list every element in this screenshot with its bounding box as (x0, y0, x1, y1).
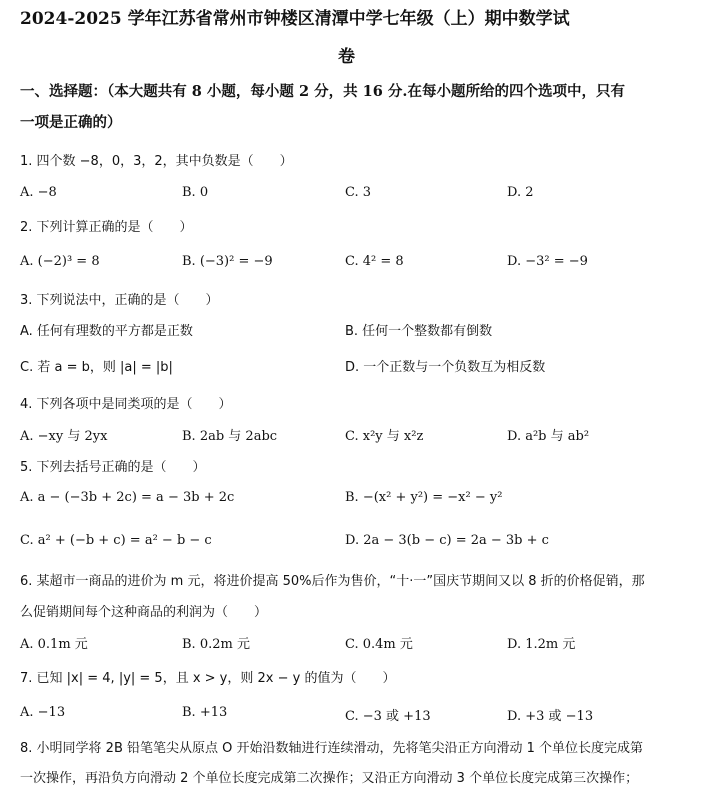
question-6-option-d: D. 1.2m 元 (507, 637, 576, 652)
question-6-option-c: C. 0.4m 元 (345, 637, 413, 652)
question-5-option-b: B. −(x² + y²) = −x² − y² (345, 490, 503, 505)
question-1-stem: 1. 四个数 −8，0，3，2，其中负数是（ ） (20, 154, 293, 169)
question-1-option-a: A. −8 (20, 185, 57, 200)
question-5-option-c: C. a² + (−b + c) = a² − b − c (20, 533, 212, 548)
question-4-option-a: A. −xy 与 2yx (20, 429, 108, 444)
section-heading-line2: 一项是正确的） (20, 114, 122, 131)
question-2-option-b: B. (−3)² = −9 (182, 254, 273, 269)
question-2-option-a: A. (−2)³ = 8 (20, 254, 100, 269)
question-8-stem-line2: 一次操作，再沿负方向滑动 2 个单位长度完成第二次操作；又沿正方向滑动 3 个单位长度完成第三次操作； (20, 771, 639, 786)
question-2-stem: 2. 下列计算正确的是（ ） (20, 220, 193, 235)
question-8-stem-line1: 8. 小明同学将 2B 铅笔笔尖从原点 O 开始沿数轴进行连续滑动，先将笔尖沿正方向滑动 1 个单位长度完成第 (20, 741, 644, 756)
question-3-option-a: A. 任何有理数的平方都是正数 (20, 324, 193, 339)
question-1-option-b: B. 0 (182, 185, 209, 200)
question-6-option-a: A. 0.1m 元 (20, 637, 88, 652)
question-2-option-d: D. −3² = −9 (507, 254, 588, 269)
question-5-stem: 5. 下列去括号正确的是（ ） (20, 460, 206, 475)
section-heading-line1: 一、选择题：（本大题共有 8 小题，每小题 2 分，共 16 分.在每小题所给的四个选项中，只有 (20, 83, 625, 100)
exam-title-line2: 卷 (338, 47, 355, 67)
question-1-option-d: D. 2 (507, 185, 534, 200)
question-7-stem: 7. 已知 |x| = 4, |y| = 5，且 x > y，则 2x − y 的值为（ ） (20, 671, 396, 686)
question-7-option-c: C. −3 或 +13 (345, 709, 431, 724)
question-3-option-d: D. 一个正数与一个负数互为相反数 (345, 360, 546, 375)
question-3-option-b: B. 任何一个整数都有倒数 (345, 324, 493, 339)
question-1-option-c: C. 3 (345, 185, 372, 200)
question-7-option-d: D. +3 或 −13 (507, 709, 594, 724)
question-5-option-d: D. 2a − 3(b − c) = 2a − 3b + c (345, 533, 549, 548)
question-4-option-d: D. a²b 与 ab² (507, 429, 590, 444)
exam-title-line1: 2024-2025 学年江苏省常州市钟楼区清潭中学七年级（上）期中数学试 (20, 9, 570, 29)
question-3-option-c: C. 若 a = b，则 |a| = |b| (20, 360, 173, 375)
question-6-option-b: B. 0.2m 元 (182, 637, 250, 652)
question-4-option-b: B. 2ab 与 2abc (182, 429, 278, 444)
question-2-option-c: C. 4² = 8 (345, 254, 404, 269)
question-3-stem: 3. 下列说法中，正确的是（ ） (20, 293, 219, 308)
question-5-option-a: A. a − (−3b + 2c) = a − 3b + 2c (20, 490, 235, 505)
question-6-stem-line1: 6. 某超市一商品的进价为 m 元，将进价提高 50%后作为售价，“十·一”国庆节期间又以 8 折的价格促销，那 (20, 574, 645, 589)
question-7-option-a: A. −13 (20, 705, 66, 720)
question-4-stem: 4. 下列各项中是同类项的是（ ） (20, 397, 232, 412)
question-6-stem-line2: 么促销期间每个这种商品的利润为（ ） (20, 605, 268, 620)
question-4-option-c: C. x²y 与 x²z (345, 429, 424, 444)
question-7-option-b: B. +13 (182, 705, 228, 720)
